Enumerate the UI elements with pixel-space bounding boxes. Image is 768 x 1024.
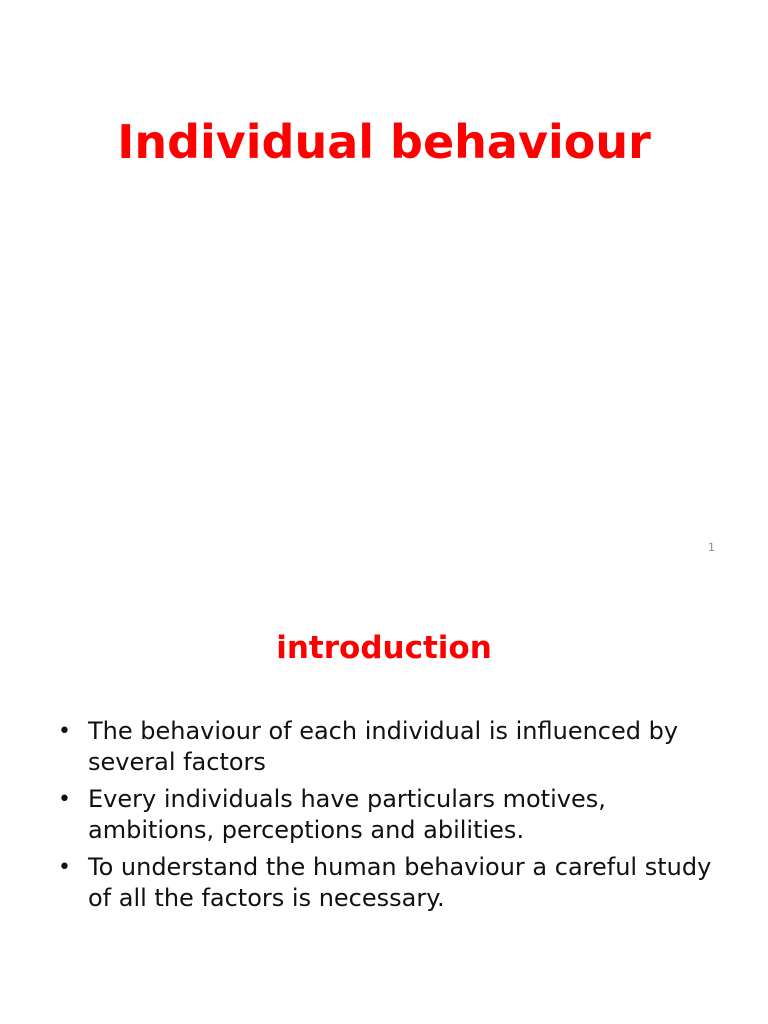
bullet-icon: • (58, 719, 71, 744)
bullet-text: To understand the human behaviour a careful study of all the factors is necessary. (88, 853, 712, 912)
bullet-list (58, 716, 718, 920)
bullet-item (58, 852, 718, 914)
bullet-text: The behaviour of each individual is influenced by several factors (88, 717, 679, 776)
bullet-icon: • (58, 787, 71, 812)
bullet-icon: • (58, 855, 71, 880)
slide-title: introduction (276, 630, 492, 666)
bullet-item (58, 784, 718, 846)
bullet-item (58, 716, 718, 778)
slide-title: Individual behaviour (117, 115, 651, 169)
bullet-text: Every individuals have particulars motives, ambitions, perceptions and abilities. (88, 785, 606, 844)
slide-2 (0, 576, 768, 1024)
page-number: 1 (708, 541, 715, 554)
